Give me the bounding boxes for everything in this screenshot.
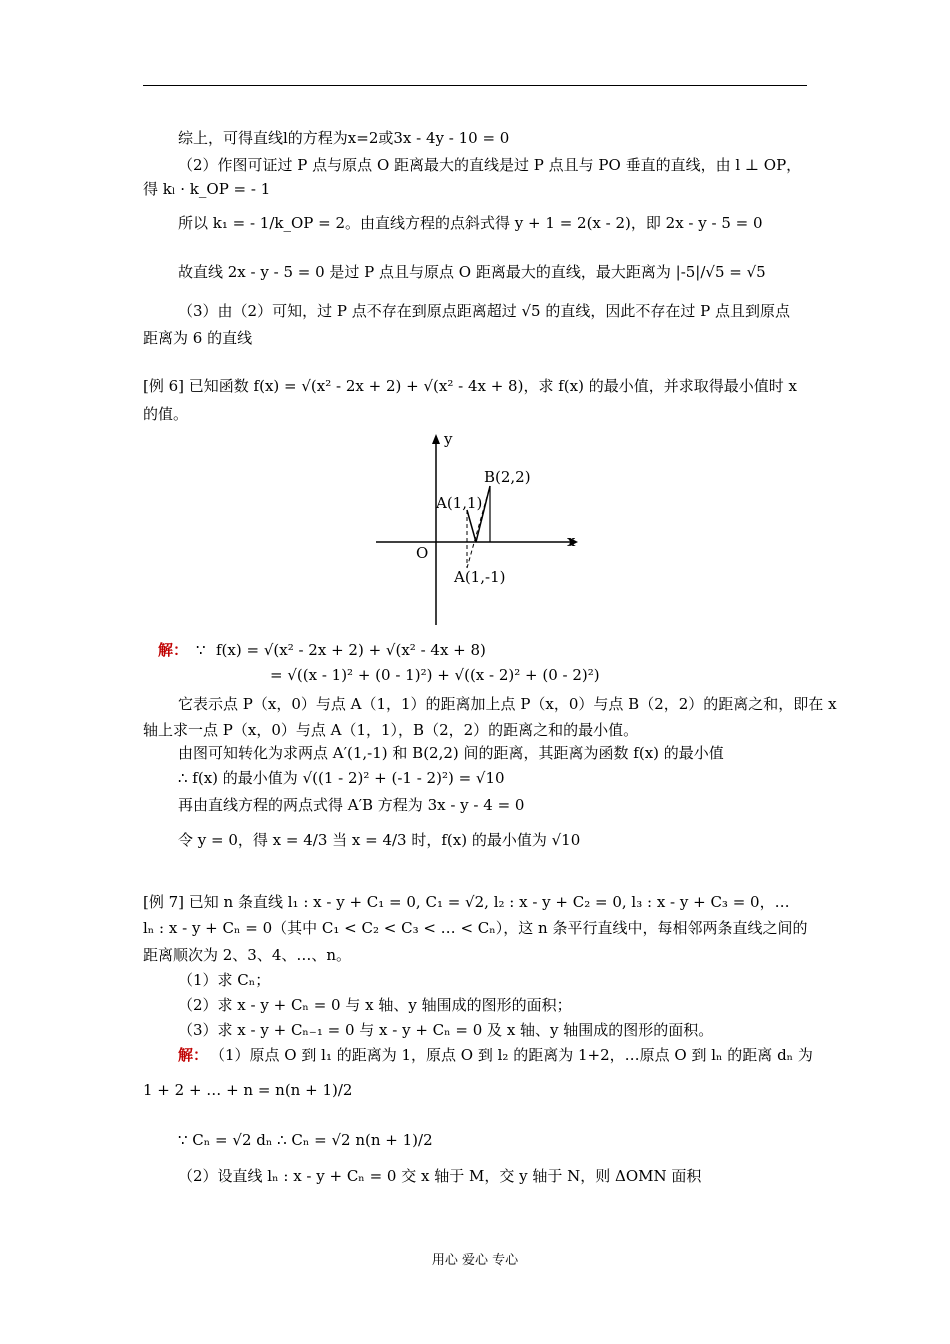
text-line-3: 得 kₗ · k_OP = - 1 bbox=[143, 180, 271, 198]
text-line-25: 1 + 2 + … + n = n(n + 1)/2 bbox=[143, 1081, 353, 1099]
text-line-16: 再由直线方程的两点式得 A′B 方程为 3x - y - 4 = 0 bbox=[178, 796, 525, 814]
text-line-23: （3）求 x - y + Cₙ₋₁ = 0 与 x - y + Cₙ = 0 及 x 轴、y 轴围成的图形的面积。 bbox=[178, 1021, 714, 1039]
y-axis-arrow bbox=[432, 434, 440, 444]
text-line-27: （2）设直线 lₙ : x - y + Cₙ = 0 交 x 轴于 M，交 y 轴于 N，则 ΔOMN 面积 bbox=[178, 1167, 702, 1185]
text-line-15: ∴ f(x) 的最小值为 √((1 - 2)² + (-1 - 2)²) = √10 bbox=[178, 769, 505, 787]
text-line-17: 令 y = 0，得 x = 4/3 当 x = 4/3 时，f(x) 的最小值为 √10 bbox=[178, 831, 581, 849]
text-line-19: lₙ : x - y + Cₙ = 0（其中 C₁ < C₂ < C₃ < … < Cₙ），这 n 条平行直线中，每相邻两条直线之间的 bbox=[143, 919, 808, 937]
text-line-4: 所以 k₁ = - 1/k_OP = 2。由直线方程的点斜式得 y + 1 = 2(x - 2)，即 2x - y - 5 = 0 bbox=[178, 214, 763, 232]
segment-a-p bbox=[467, 510, 476, 542]
point-b-label: B(2,2) bbox=[484, 468, 531, 486]
point-a-reflect-label: A(1,-1) bbox=[454, 568, 506, 586]
text-line-2: （2）作图可证过 P 点与原点 O 距离最大的直线是过 P 点且与 PO 垂直的直线，由 l ⊥ OP， bbox=[178, 156, 802, 174]
text-line-20: 距离顺次为 2、3、4、…、n。 bbox=[143, 946, 352, 964]
text-line-26: ∵ Cₙ = √2 dₙ ∴ Cₙ = √2 n(n + 1)/2 bbox=[178, 1131, 433, 1149]
solution-label: 解： bbox=[158, 641, 189, 659]
text-line-13: 轴上求一点 P（x，0）与点 A（1，1），B（2，2）的距离之和的最小值。 bbox=[143, 721, 639, 739]
because-symbol: ∵ bbox=[196, 641, 206, 659]
text-line-5: 故直线 2x - y - 5 = 0 是过 P 点且与原点 O 距离最大的直线，最大距离为 |-5|/√5 = √5 bbox=[178, 263, 766, 281]
header-rule bbox=[143, 85, 807, 86]
text-line-1: 综上，可得直线l的方程为x=2或3x - 4y - 10 = 0 bbox=[178, 129, 510, 147]
text-line-21: （1）求 Cₙ； bbox=[178, 971, 271, 989]
text-line-22: （2）求 x - y + Cₙ = 0 与 x 轴、y 轴围成的图形的面积； bbox=[178, 996, 572, 1014]
text-line-24: （1）原点 O 到 l₁ 的距离为 1，原点 O 到 l₂ 的距离为 1+2，…原点 O 到 lₙ 的距离 dₙ 为 bbox=[210, 1046, 813, 1064]
text-line-11: = √((x - 1)² + (0 - 1)²) + √((x - 2)² + (0 - 2)²) bbox=[270, 666, 600, 684]
text-line-9: 的值。 bbox=[143, 405, 189, 423]
example-7-heading: [例 7] 已知 n 条直线 l₁ : x - y + C₁ = 0, C₁ = √2, l₂ : x - y + C₂ = 0, l₃ : x - y + C₃ = 0，… bbox=[143, 893, 790, 911]
page-footer: 用心 爱心 专心 bbox=[431, 1253, 519, 1268]
text-line-7: 距离为 6 的直线 bbox=[143, 329, 253, 347]
example-6-heading: [例 6] 已知函数 f(x) = √(x² - 2x + 2) + √(x² - 4x + 8)，求 f(x) 的最小值，并求取得最小值时 x bbox=[143, 377, 797, 395]
text-line-12: 它表示点 P（x，0）与点 A（1，1）的距离加上点 P（x，0）与点 B（2，2）的距离之和，即在 x bbox=[178, 695, 837, 713]
point-a-label: A(1,1) bbox=[436, 494, 483, 512]
y-axis-label: y bbox=[444, 430, 453, 448]
text-line-14: 由图可知转化为求两点 A′(1,-1) 和 B(2,2) 间的距离，其距离为函数 f(x) 的最小值 bbox=[178, 744, 724, 762]
solution-label-2: 解： bbox=[178, 1046, 209, 1064]
origin-label: O bbox=[416, 544, 429, 562]
coordinate-figure bbox=[370, 430, 590, 630]
text-line-10: f(x) = √(x² - 2x + 2) + √(x² - 4x + 8) bbox=[216, 641, 486, 659]
x-axis-label: x bbox=[567, 532, 576, 550]
text-line-6: （3）由（2）可知，过 P 点不存在到原点距离超过 √5 的直线，因此不存在过 P 点且到原点 bbox=[178, 302, 790, 320]
